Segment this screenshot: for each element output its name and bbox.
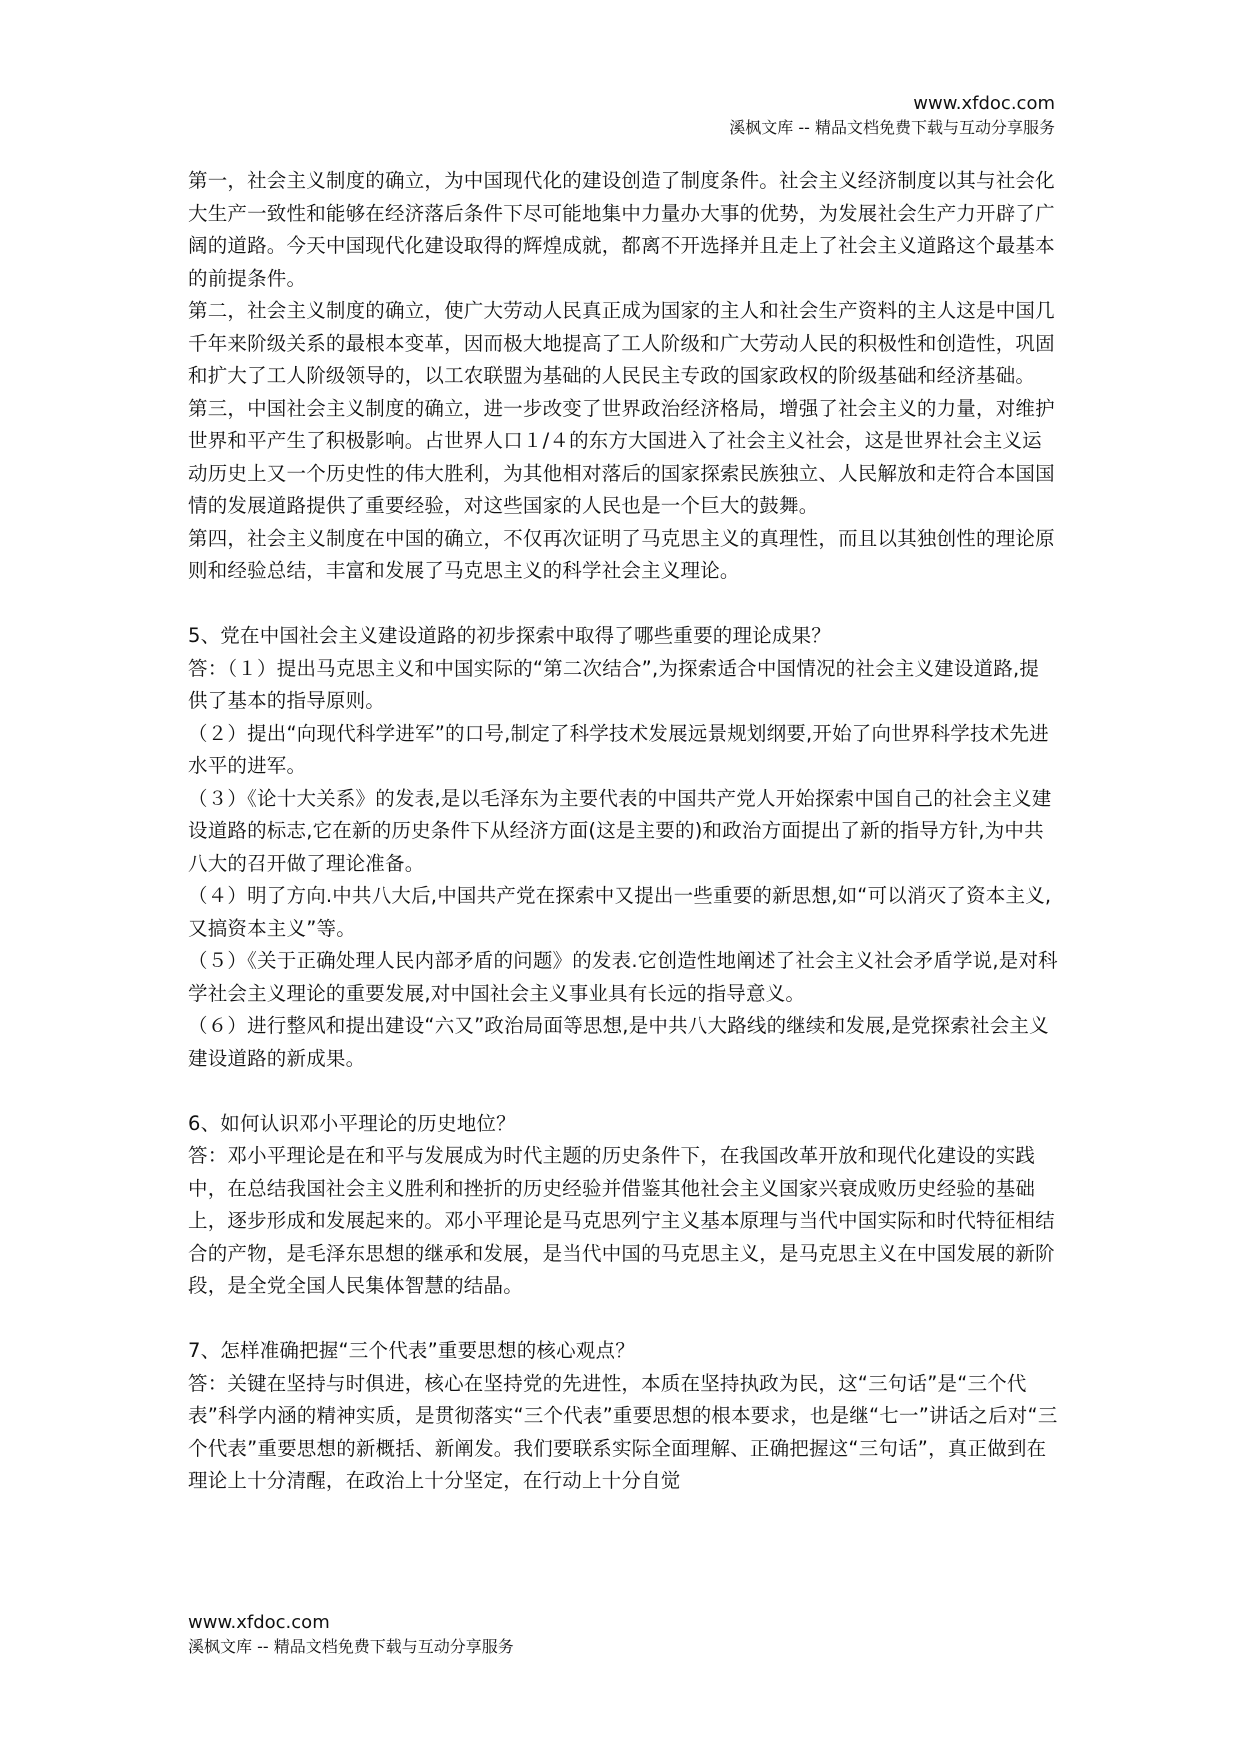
answer-5-item-1: 答：（１）提出马克思主义和中国实际的“第二次结合”,为探索适合中国情况的社会主义建设道路,提供了基本的指导原则。 bbox=[188, 656, 1040, 712]
paragraph-gap bbox=[188, 1075, 1058, 1108]
answer-7: 答：关键在坚持与时俱进，核心在坚持党的先进性，本质在坚持执政为民，这“三句话”是“三个代表”科学内涵的精神实质，是贯彻落实“三个代表”重要思想的根本要求，也是继“七一”讲话之后对“三个代表”重要思想的新概括、新阐发。我们要联系实际全面理解、正确把握这“三句话”，真正做到在理论上十分清醒，在政治上十分坚定，在行动上十分自觉 bbox=[188, 1371, 1058, 1492]
question-7: 7、怎样准确把握“三个代表”重要思想的核心观点？ bbox=[188, 1339, 635, 1362]
footer-url[interactable]: www.xfdoc.com bbox=[188, 1612, 330, 1633]
paragraph-2: 第二，社会主义制度的确立，使广大劳动人民真正成为国家的主人和社会生产资料的主人这是中国几千年来阶级关系的最根本变革，因而极大地提高了工人阶级和广大劳动人民的积极性和创造性，巩固和扩大了工人阶级领导的，以工农联盟为基础的人民民主专政的国家政权的阶级基础和经济基础。 bbox=[188, 299, 1055, 387]
question-5: 5、党在中国社会主义建设道路的初步探索中取得了哪些重要的理论成果？ bbox=[188, 624, 832, 647]
answer-6: 答：邓小平理论是在和平与发展成为时代主题的历史条件下，在我国改革开放和现代化建设的实践中，在总结我国社会主义胜利和挫折的历史经验并借鉴其他社会主义国家兴衰成败历史经验的基础上，逐步形成和发展起来的。邓小平理论是马克思列宁主义基本原理与当代中国实际和时代特征相结合的产物，是毛泽东思想的继承和发展，是当代中国的马克思主义，是马克思主义在中国发展的新阶段，是全党全国人民集体智慧的结晶。 bbox=[188, 1144, 1055, 1297]
document-body bbox=[188, 165, 1058, 1498]
answer-5-item-4: （４）明了方向.中共八大后,中国共产党在探索中又提出一些重要的新思想,如“可以消灭了资本主义,又搞资本主义”等。 bbox=[188, 884, 1052, 940]
header-subtitle: 溪枫文库 -- 精品文档免费下载与互动分享服务 bbox=[729, 118, 1055, 137]
paragraph-3: 第三，中国社会主义制度的确立，进一步改变了世界政治经济格局，增强了社会主义的力量，对维护世界和平产生了积极影响。占世界人口１/４的东方大国进入了社会主义社会，这是世界社会主义运动历史上又一个历史性的伟大胜利，为其他相对落后的国家探索民族独立、人民解放和走符合本国国情的发展道路提供了重要经验，对这些国家的人民也是一个巨大的鼓舞。 bbox=[188, 396, 1055, 517]
answer-5-item-6: （６）进行整风和提出建设“六又”政治局面等思想,是中共八大路线的继续和发展,是党探索社会主义建设道路的新成果。 bbox=[188, 1014, 1049, 1070]
paragraph-4: 第四，社会主义制度在中国的确立，不仅再次证明了马克思主义的真理性，而且以其独创性的理论原则和经验总结，丰富和发展了马克思主义的科学社会主义理论。 bbox=[188, 526, 1055, 582]
paragraph-gap bbox=[188, 588, 1058, 621]
footer-subtitle: 溪枫文库 -- 精品文档免费下载与互动分享服务 bbox=[188, 1637, 514, 1656]
paragraph-gap bbox=[188, 1303, 1058, 1336]
page-footer bbox=[188, 1611, 514, 1659]
header-url[interactable]: www.xfdoc.com bbox=[913, 93, 1055, 114]
answer-5-item-2: （２）提出“向现代科学进军”的口号,制定了科学技术发展远景规划纲要,开始了向世界科学技术先进水平的进军。 bbox=[188, 721, 1049, 777]
question-6: 6、如何认识邓小平理论的历史地位？ bbox=[188, 1111, 516, 1135]
answer-5-item-3: （３）《论十大关系》的发表,是以毛泽东为主要代表的中国共产党人开始探索中国自己的社会主义建设道路的标志,它在新的历史条件下从经济方面(这是主要的)和政治方面提出了新的指导方针,为中共八大的召开做了理论准备。 bbox=[188, 786, 1052, 875]
page-header bbox=[729, 92, 1055, 140]
paragraph-1: 第一，社会主义制度的确立，为中国现代化的建设创造了制度条件。社会主义经济制度以其与社会化大生产一致性和能够在经济落后条件下尽可能地集中力量办大事的优势，为发展社会生产力开辟了广阔的道路。今天中国现代化建设取得的辉煌成就，都离不开选择并且走上了社会主义道路这个最基本的前提条件。 bbox=[188, 169, 1055, 290]
answer-5-item-5: （５）《关于正确处理人民内部矛盾的问题》的发表.它创造性地阐述了社会主义社会矛盾学说,是对科学社会主义理论的重要发展,对中国社会主义事业具有长远的指导意义。 bbox=[188, 949, 1058, 1005]
